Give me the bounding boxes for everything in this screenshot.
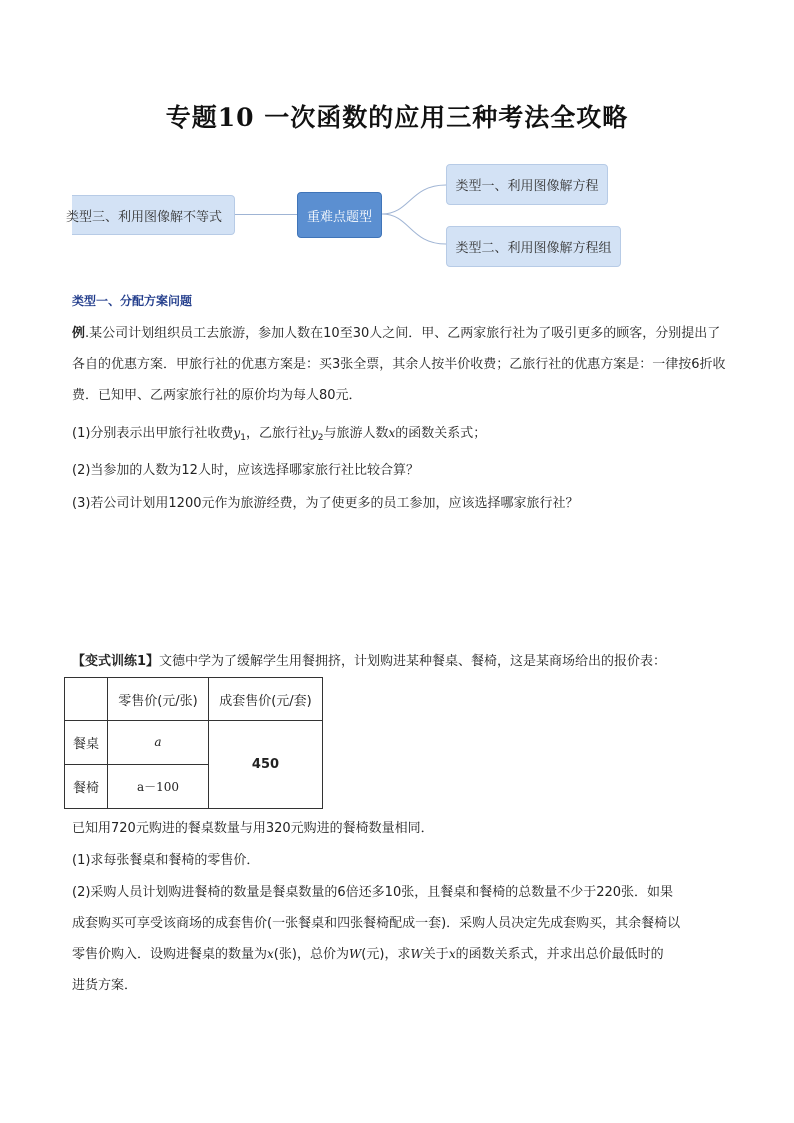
mindmap-node-type3[interactable]: 类型三、利用图像解不等式 [72, 195, 235, 235]
connector-right [382, 180, 448, 250]
table-row [65, 721, 323, 765]
connector-left [235, 214, 297, 215]
table-row [65, 678, 323, 721]
table-cell-set-price: 450 [209, 721, 323, 809]
question-1: (1)分别表示出甲旅行社收费$y_1$，乙旅行社$y_2$与旅游人数x的函数关系式； [72, 426, 487, 443]
question-3: (3)若公司计划用1200元作为旅游经费，为了使更多的员工参加，应该选择哪家旅行社？ [72, 496, 579, 511]
example-label: 例 [72, 326, 86, 341]
training-question-1: (1)求每张餐桌和餐椅的零售价． [72, 853, 260, 868]
page-title: 专题10 一次函数的应用三种考法全攻略 [165, 103, 629, 132]
table-cell: a－100 [108, 765, 209, 809]
example-paragraph [72, 318, 732, 411]
training-label: 【变式训练1】 [72, 654, 160, 669]
example-text: .某公司计划组织员工去旅游，参加人数在10至30人之间．甲、乙两家旅行社为了吸引更多的顾客，分别提出了各自的优惠方案．甲旅行社的优惠方案是：买3张全票，其余人按半价收费；乙旅行社的优惠方案是：一律按6折收费．已知甲、乙两家旅行社的原价均为每人80元． [72, 326, 726, 403]
mindmap-center-node[interactable]: 重难点题型 [297, 192, 382, 238]
table-row-label: 餐桌 [65, 721, 108, 765]
table-cell: a [108, 721, 209, 765]
table-header-cell: 零售价(元/张) [108, 678, 209, 721]
table-header-cell: 成套售价(元/套) [209, 678, 323, 721]
section-heading: 类型一、分配方案问题 [72, 294, 193, 308]
mindmap-node-type2[interactable]: 类型二、利用图像解方程组 [446, 226, 621, 267]
training-question-2: (2)采购人员计划购进餐椅的数量是餐桌数量的6倍还多10张，且餐桌和餐椅的总数量不少于220张．如果 成套购买可享受该商场的成套售价(一张餐桌和四张餐椅配成一套)．采购人员决定先成套购买，其余餐椅以 零售价购入．设购进餐桌的数量为x(张)，总价为W(元)，求W关于x的函数关系式，并求出总价最低时的 进货方案． [72, 885, 681, 993]
mindmap-node-type1[interactable]: 类型一、利用图像解方程 [446, 164, 608, 205]
price-table [64, 677, 323, 809]
table-row-label: 餐椅 [65, 765, 108, 809]
training-intro: 【变式训练1】文德中学为了缓解学生用餐拥挤，计划购进某种餐桌、餐椅，这是某商场给出的报价表： [72, 654, 667, 669]
given-text: 已知用720元购进的餐桌数量与用320元购进的餐椅数量相同． [72, 821, 434, 836]
question-2: (2)当参加的人数为12人时，应该选择哪家旅行社比较合算？ [72, 463, 419, 478]
table-header-cell [65, 678, 108, 721]
